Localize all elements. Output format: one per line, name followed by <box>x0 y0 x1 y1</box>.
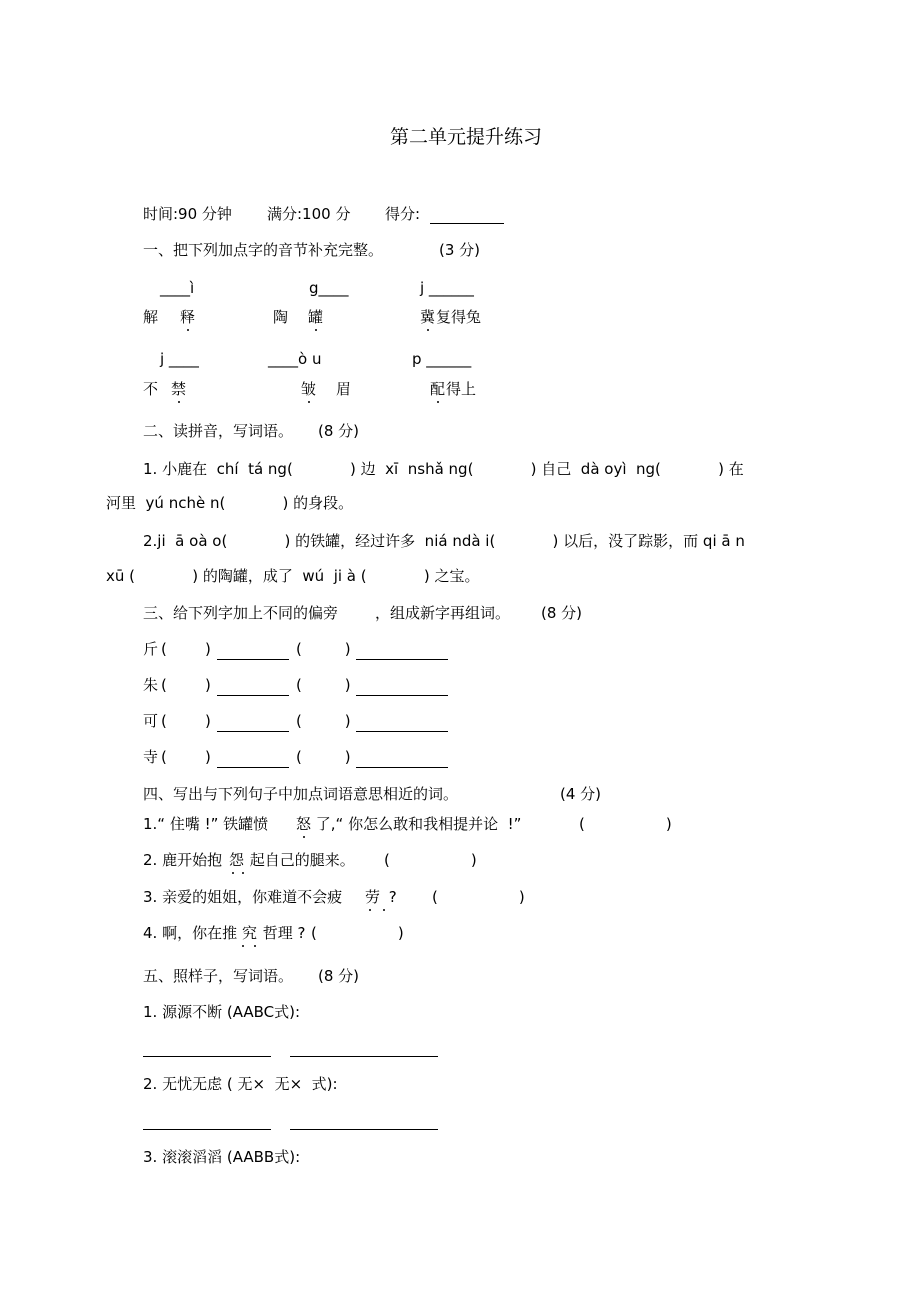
pinyin-blank[interactable]: g____ <box>309 279 349 297</box>
answer-line[interactable] <box>356 659 448 660</box>
answer-line[interactable] <box>290 1129 438 1130</box>
full-score-info: 满分:100 分 <box>267 205 351 223</box>
sentence-part: 起自己的腿来。 <box>245 851 355 869</box>
question-line: xū ( ) 的陶罐，成了 wú ji à ( ) 之宝。 <box>106 567 480 585</box>
emphasis-dot <box>437 401 439 403</box>
answer-line[interactable] <box>356 731 448 732</box>
section-5-heading: 五、照样子，写词语。 <box>143 967 294 985</box>
section-3-points: (8 分) <box>541 604 583 622</box>
answer-paren[interactable]: ( ) <box>579 815 672 833</box>
word-char: 解 <box>143 308 159 326</box>
word-char: 眉 <box>336 380 352 398</box>
pinyin-blank[interactable]: ____ò u <box>268 350 322 368</box>
word-char: 不 <box>143 380 159 398</box>
answer-paren[interactable]: ( ) <box>432 888 525 906</box>
answer-line[interactable] <box>290 1056 438 1057</box>
score-blank[interactable] <box>430 223 504 224</box>
answer-line[interactable] <box>217 767 289 768</box>
emphasis-dot <box>254 945 256 947</box>
dotted-char: 怒 <box>296 815 312 833</box>
radical-char: 寺 <box>143 748 159 766</box>
question-line: 1. 小鹿在 chí tá ng( ) 边 xī nshǎ ng( ) 自己 dà oyì ng( ) 在 <box>143 460 744 478</box>
answer-line[interactable] <box>217 731 289 732</box>
answer-paren[interactable]: ( ) <box>161 712 211 730</box>
emphasis-dot <box>308 401 310 403</box>
dotted-char: 配 <box>430 380 446 398</box>
section-4-heading: 四、写出与下列句子中加点词语意思相近的词。 <box>143 785 459 803</box>
answer-line[interactable] <box>143 1129 271 1130</box>
pinyin-blank[interactable]: j ____ <box>160 350 199 368</box>
answer-line[interactable] <box>356 767 448 768</box>
dotted-char: 皱 <box>301 380 317 398</box>
pattern-question: 3. 滚滚滔滔 (AABB式): <box>143 1148 301 1166</box>
word-char: 得上 <box>446 380 477 398</box>
pinyin-blank[interactable]: ____ì <box>160 279 195 297</box>
answer-paren[interactable]: ( ) <box>296 748 351 766</box>
word-char: 陶 <box>273 308 289 326</box>
emphasis-dot <box>315 329 317 331</box>
dotted-char: 罐 <box>308 308 324 326</box>
radical-char: 朱 <box>143 676 159 694</box>
answer-line[interactable] <box>143 1056 271 1057</box>
score-label: 得分: <box>385 205 421 223</box>
sentence-part: 1.“ 住嘴 !” 铁罐愤 <box>143 815 269 833</box>
section-3-heading: 三、给下列字加上不同的偏旁 <box>143 604 339 622</box>
section-5-points: (8 分) <box>318 967 360 985</box>
answer-paren[interactable]: ( ) <box>161 676 211 694</box>
pattern-question: 1. 源源不断 (AABC式): <box>143 1003 301 1021</box>
time-info: 时间:90 分钟 <box>143 205 232 223</box>
dotted-char: 释 <box>180 308 196 326</box>
question-line: 河里 yú nchè n( ) 的身段。 <box>106 494 354 512</box>
answer-paren[interactable]: ( ) <box>384 851 477 869</box>
word-char: 复得兔 <box>436 308 482 326</box>
radical-char: 可 <box>143 712 159 730</box>
section-1-heading: 一、把下列加点字的音节补充完整。 <box>143 241 384 259</box>
answer-paren[interactable]: ( ) <box>161 640 211 658</box>
emphasis-dot <box>232 872 234 874</box>
pinyin-blank[interactable]: j ______ <box>420 279 474 297</box>
section-2-points: (8 分) <box>318 422 360 440</box>
emphasis-dot <box>427 329 429 331</box>
section-3-heading-cont: ，组成新字再组词。 <box>375 604 511 622</box>
answer-line[interactable] <box>217 695 289 696</box>
emphasis-dot <box>242 872 244 874</box>
dotted-char: 劳 <box>365 888 381 906</box>
sentence-part: 4. 啊，你在推 <box>143 924 238 942</box>
sentence-part: 3. 亲爱的姐姐，你难道不会疲 <box>143 888 343 906</box>
section-4-points: (4 分) <box>560 785 602 803</box>
sentence-part: ? <box>384 888 397 906</box>
page-title: 第二单元提升练习 <box>390 126 543 148</box>
dotted-char: 冀 <box>420 308 436 326</box>
emphasis-dot <box>187 329 189 331</box>
dotted-char: 禁 <box>171 380 187 398</box>
radical-char: 斤 <box>143 640 159 658</box>
answer-paren[interactable]: ( ) <box>296 676 351 694</box>
question-line: 2.ji ā oà o( ) 的铁罐，经过许多 niá ndà i( ) 以后，没了踪影，而 qi ā n <box>143 532 745 550</box>
section-1-points: (3 分) <box>439 241 481 259</box>
answer-paren[interactable]: ( ) <box>311 924 404 942</box>
emphasis-dot <box>242 945 244 947</box>
pattern-question: 2. 无忧无虑 ( 无× 无× 式): <box>143 1075 338 1093</box>
emphasis-dot <box>369 909 371 911</box>
answer-paren[interactable]: ( ) <box>296 712 351 730</box>
section-2-heading: 二、读拼音，写词语。 <box>143 422 294 440</box>
dotted-char: 究 <box>242 924 258 942</box>
answer-paren[interactable]: ( ) <box>296 640 351 658</box>
answer-paren[interactable]: ( ) <box>161 748 211 766</box>
emphasis-dot <box>178 401 180 403</box>
emphasis-dot <box>383 909 385 911</box>
sentence-part: 哲理 ? <box>258 924 306 942</box>
emphasis-dot <box>303 836 305 838</box>
answer-line[interactable] <box>217 659 289 660</box>
dotted-char: 怨 <box>229 851 245 869</box>
answer-line[interactable] <box>356 695 448 696</box>
pinyin-blank[interactable]: p ______ <box>412 350 472 368</box>
sentence-part: 了,“ 你怎么敢和我相提并论 !” <box>311 815 522 833</box>
sentence-part: 2. 鹿开始抱 <box>143 851 223 869</box>
